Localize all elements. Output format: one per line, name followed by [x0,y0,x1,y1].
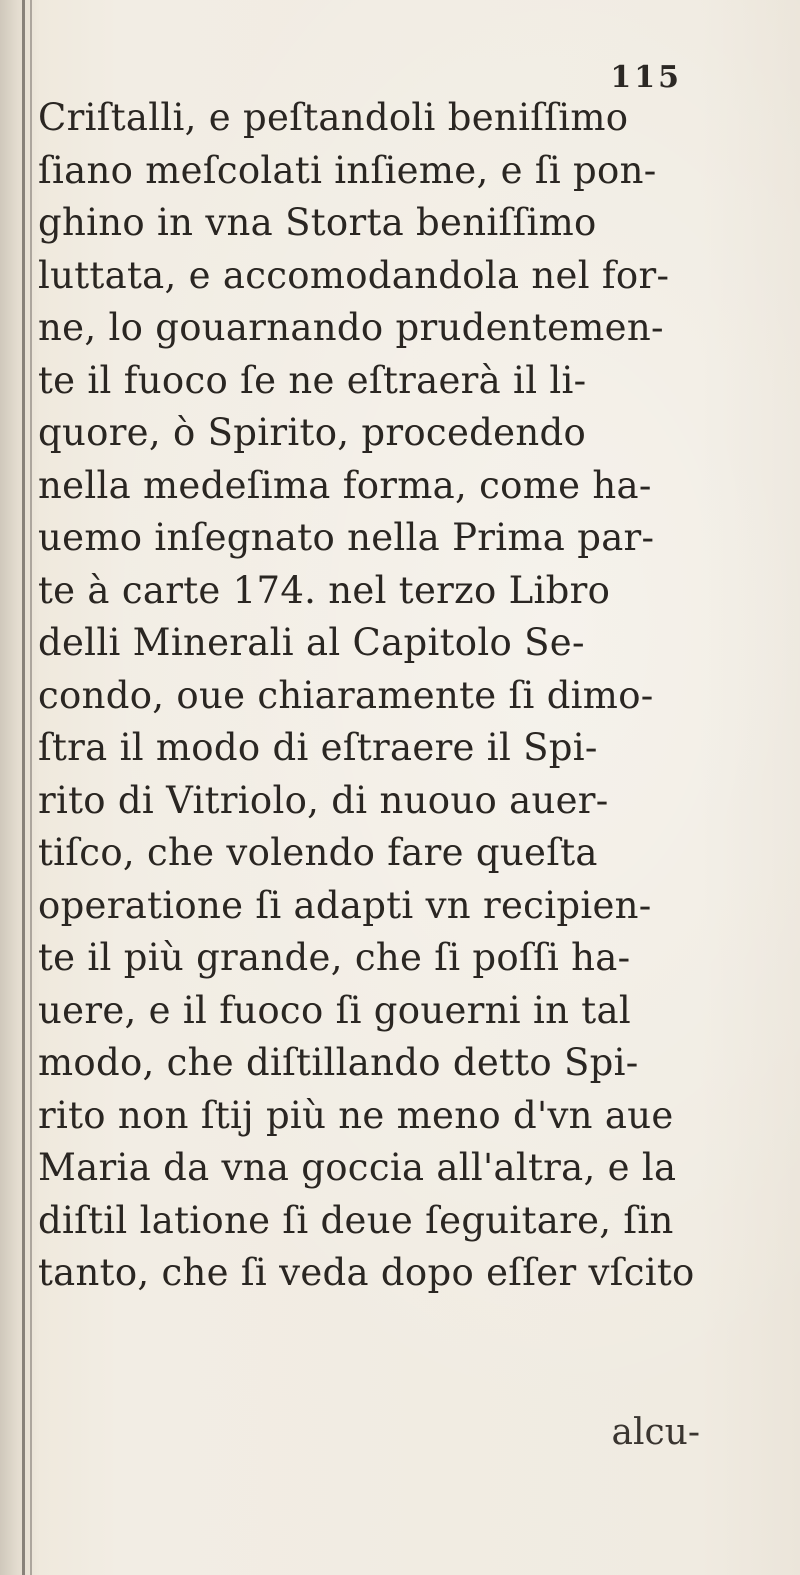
text-line-5: ne, lo gouarnando prudentemen- [38,306,664,349]
text-line-3: ghino in vna Storta beniſſimo [38,201,597,244]
catchword: alcu- [611,1412,700,1453]
text-line-21: Maria da vna goccia all'altra, e la [38,1146,677,1189]
text-line-23: tanto, che ſi veda dopo eſſer vſcito [38,1251,695,1294]
text-line-11: delli Minerali al Capitolo Se- [38,621,585,664]
text-block [38,92,738,1300]
text-line-14: rito di Vitriolo, di nuouo auer- [38,778,609,822]
text-line-2: ſiano meſcolati inſieme, e ſi pon- [38,148,657,192]
page-number: 115 [610,60,682,95]
text-line-22: diſtil latione ſi deue ſeguitare, ſin [38,1198,674,1242]
text-line-20: rito non ſtij più ne meno d'vn aue [38,1093,674,1137]
text-line-8: nella medeſima forma, come ha- [38,463,652,507]
text-line-1: Criſtalli, e peſtandoli beniſſimo [38,96,629,139]
text-line-4: luttata, e accomodandola nel for- [38,253,670,297]
text-line-15: tiſco, che volendo fare queſta [38,831,598,874]
text-line-6: te il fuoco ſe ne eſtraerà il li- [38,358,587,402]
gutter-shadow-inner [30,0,32,1575]
text-line-16: operatione ſi adapti vn recipien- [38,883,652,927]
text-line-10: te à carte 174. nel terzo Libro [38,568,611,612]
text-line-17: te il più grande, che ſi poſſi ha- [38,936,631,979]
gutter-shadow [22,0,25,1575]
text-line-7: quore, ò Spirito, procedendo [38,411,587,454]
text-line-19: modo, che diſtillando detto Spi- [38,1041,639,1084]
text-line-12: condo, oue chiaramente ſi dimo- [38,673,654,717]
text-line-18: uere, e il fuoco ſi gouerni in tal [38,988,631,1032]
text-line-9: uemo inſegnato nella Prima par- [38,516,655,559]
text-line-13: ſtra il modo di eſtraere il Spi- [38,726,598,769]
